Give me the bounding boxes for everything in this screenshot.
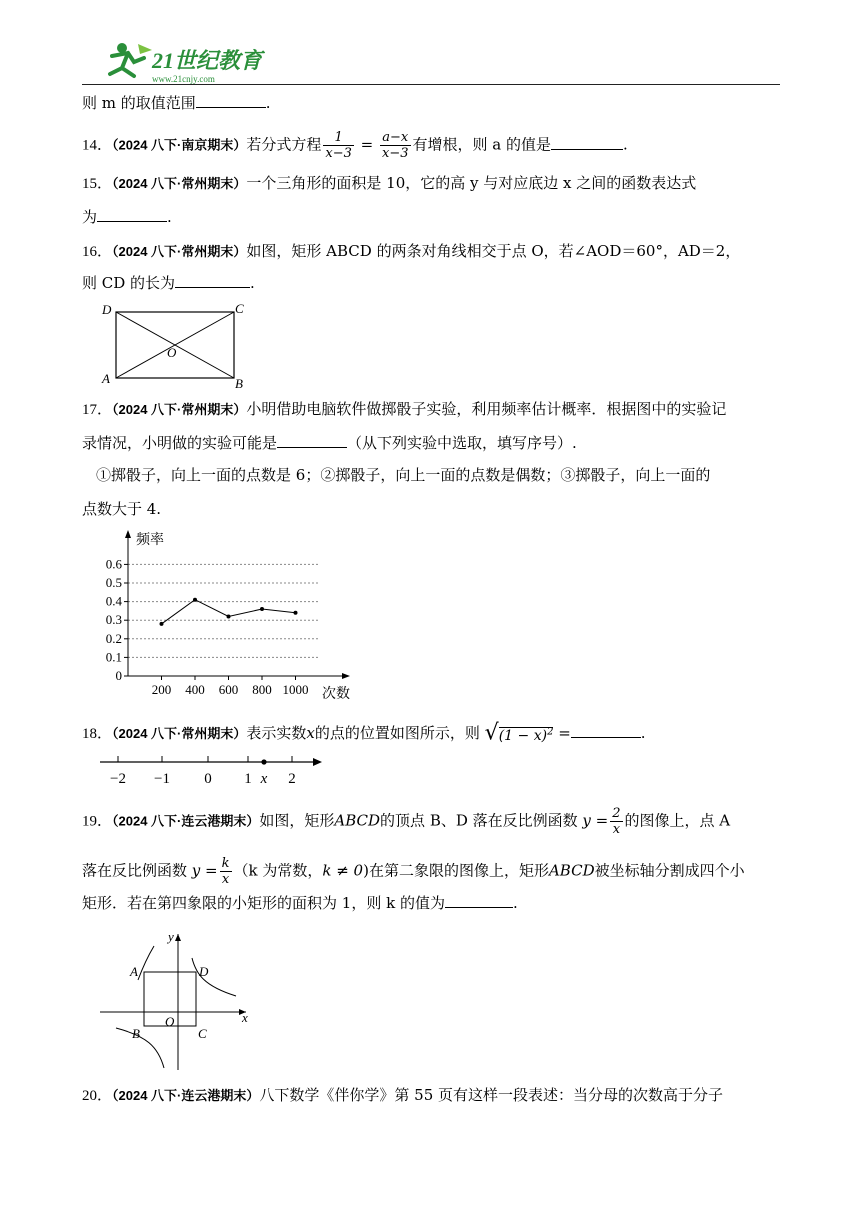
label-C: C <box>198 1026 207 1041</box>
continuation-line: 则 m 的取值范围 . <box>82 94 271 112</box>
answer-blank <box>97 207 167 222</box>
logo-url: www.21cnjy.com <box>152 74 215 84</box>
runner-icon <box>110 43 152 76</box>
fraction: $\frac{2}{x}$ <box>612 806 621 837</box>
x-tick-label: 200 <box>151 682 172 697</box>
data-point <box>260 607 264 611</box>
label-B: B <box>235 376 243 391</box>
question-17: 17．（2024 八下·常州期末）小明借助电脑软件做掷骰子实验，利用频率估计概率．根据图中的实验记 <box>82 400 727 418</box>
question-19-line3: 矩形．若在第四象限的小矩形的面积为 1，则 k 的值为 . <box>82 894 518 912</box>
y-tick-label: 0.2 <box>105 630 122 646</box>
tick-label: x <box>260 771 268 787</box>
logo-text: 21世纪教育 <box>152 48 263 73</box>
question-17-line4: 点数大于 4. <box>82 500 162 518</box>
x-axis-label: 次数 <box>322 687 350 700</box>
tick-label: −1 <box>154 771 170 787</box>
label-C: C <box>235 301 244 316</box>
x-tick-label: 600 <box>218 682 239 697</box>
label-A: A <box>102 371 110 386</box>
fraction: $\frac{a-x}{x-3}$ <box>382 130 409 161</box>
label-D: D <box>199 964 209 979</box>
answer-blank <box>196 93 266 108</box>
label-A: A <box>130 964 138 979</box>
y-axis-label: 频率 <box>136 533 164 548</box>
y-tick-label: 0.1 <box>105 649 122 665</box>
fraction: $\frac{1}{x-3}$ <box>325 130 352 161</box>
question-18: 18．（2024 八下·常州期末）表示实数x的点的位置如图所示，则 $√(1 - x)^2$ = . <box>82 718 772 750</box>
y-tick-label: 0.5 <box>105 575 122 590</box>
y-tick-label: 0.6 <box>105 556 122 572</box>
question-15-line2: 为 . <box>82 208 172 226</box>
x-tick-label: 400 <box>185 682 205 697</box>
tick-label: 0 <box>204 771 212 787</box>
answer-blank <box>551 135 623 150</box>
question-17-options: ①掷骰子，向上一面的点数是 6；②掷骰子，向上一面的点数是偶数；③掷骰子，向上一面的 <box>96 466 711 484</box>
data-point <box>160 622 164 626</box>
tick-label: −2 <box>110 771 126 787</box>
data-point <box>294 611 298 615</box>
header-rule <box>82 84 780 85</box>
axis-label-y: y <box>168 929 174 944</box>
data-point <box>227 614 231 618</box>
data-point <box>193 598 197 602</box>
question-15: 15．（2024 八下·常州期末）一个三角形的面积是 10，它的高 y 与对应底边 x 之间的函数表达式 <box>82 174 697 192</box>
number-line-arrow <box>313 758 322 766</box>
question-14: 14．（2024 八下·南京期末）若分式方程 $\frac{1}{x-3}$ = $\frac{a-x}{x-3}$ 有增根，则 a 的值是 . <box>82 130 628 161</box>
question-19: 19．（2024 八下·连云港期末）如图，矩形ABCD的顶点 B、D 落在反比例函数 y = $\frac{2}{x}$ 的图像上，点 A <box>82 806 731 837</box>
fraction: $\frac{k}{x}$ <box>221 856 230 887</box>
question-17-line2: 录情况，小明做的实验可能是 （从下列实验中选取，填写序号）. <box>82 434 577 452</box>
question-19-line2: 落在反比例函数 y = $\frac{k}{x}$ （k 为常数，k ≠ 0)在第二象限的图像上，矩形ABCD被坐标轴分割成四个小 <box>82 856 745 887</box>
answer-blank <box>175 273 250 288</box>
y-tick-label: 0.3 <box>105 612 122 628</box>
rectangle-figure <box>98 300 258 392</box>
frequency-chart <box>88 528 358 700</box>
axis-label-x: x <box>242 1010 248 1025</box>
hyperbola-figure <box>96 926 256 1074</box>
y-tick-label: 0 <box>115 668 122 683</box>
x-tick-label: 800 <box>252 682 272 697</box>
label-O: O <box>165 1014 175 1029</box>
question-20: 20．（2024 八下·连云港期末）八下数学《伴你学》第 55 页有这样一段表述：当分母的次数高于分子 <box>82 1086 724 1104</box>
tick-label: 1 <box>244 771 252 787</box>
label-D: D <box>102 302 112 317</box>
tick-label: 2 <box>288 771 296 787</box>
x-axis-arrow <box>342 673 350 679</box>
point-x <box>261 759 266 764</box>
number-line <box>98 750 328 790</box>
label-O: O <box>167 345 177 360</box>
answer-blank <box>445 893 513 908</box>
question-16: 16．（2024 八下·常州期末）如图，矩形 ABCD 的两条对角线相交于点 O，若∠AOD＝60°，AD＝2， <box>82 242 741 260</box>
question-16-line2: 则 CD 的长为 . <box>82 274 255 292</box>
label-B: B <box>132 1026 140 1041</box>
y-tick-label: 0.4 <box>105 593 122 609</box>
answer-blank <box>571 723 641 738</box>
x-tick-label: 1000 <box>282 682 309 697</box>
answer-blank <box>277 433 347 448</box>
y-axis-arrow <box>125 530 131 538</box>
site-logo <box>100 38 280 88</box>
sqrt-expression: $√(1 - x)^2$ <box>484 720 554 746</box>
